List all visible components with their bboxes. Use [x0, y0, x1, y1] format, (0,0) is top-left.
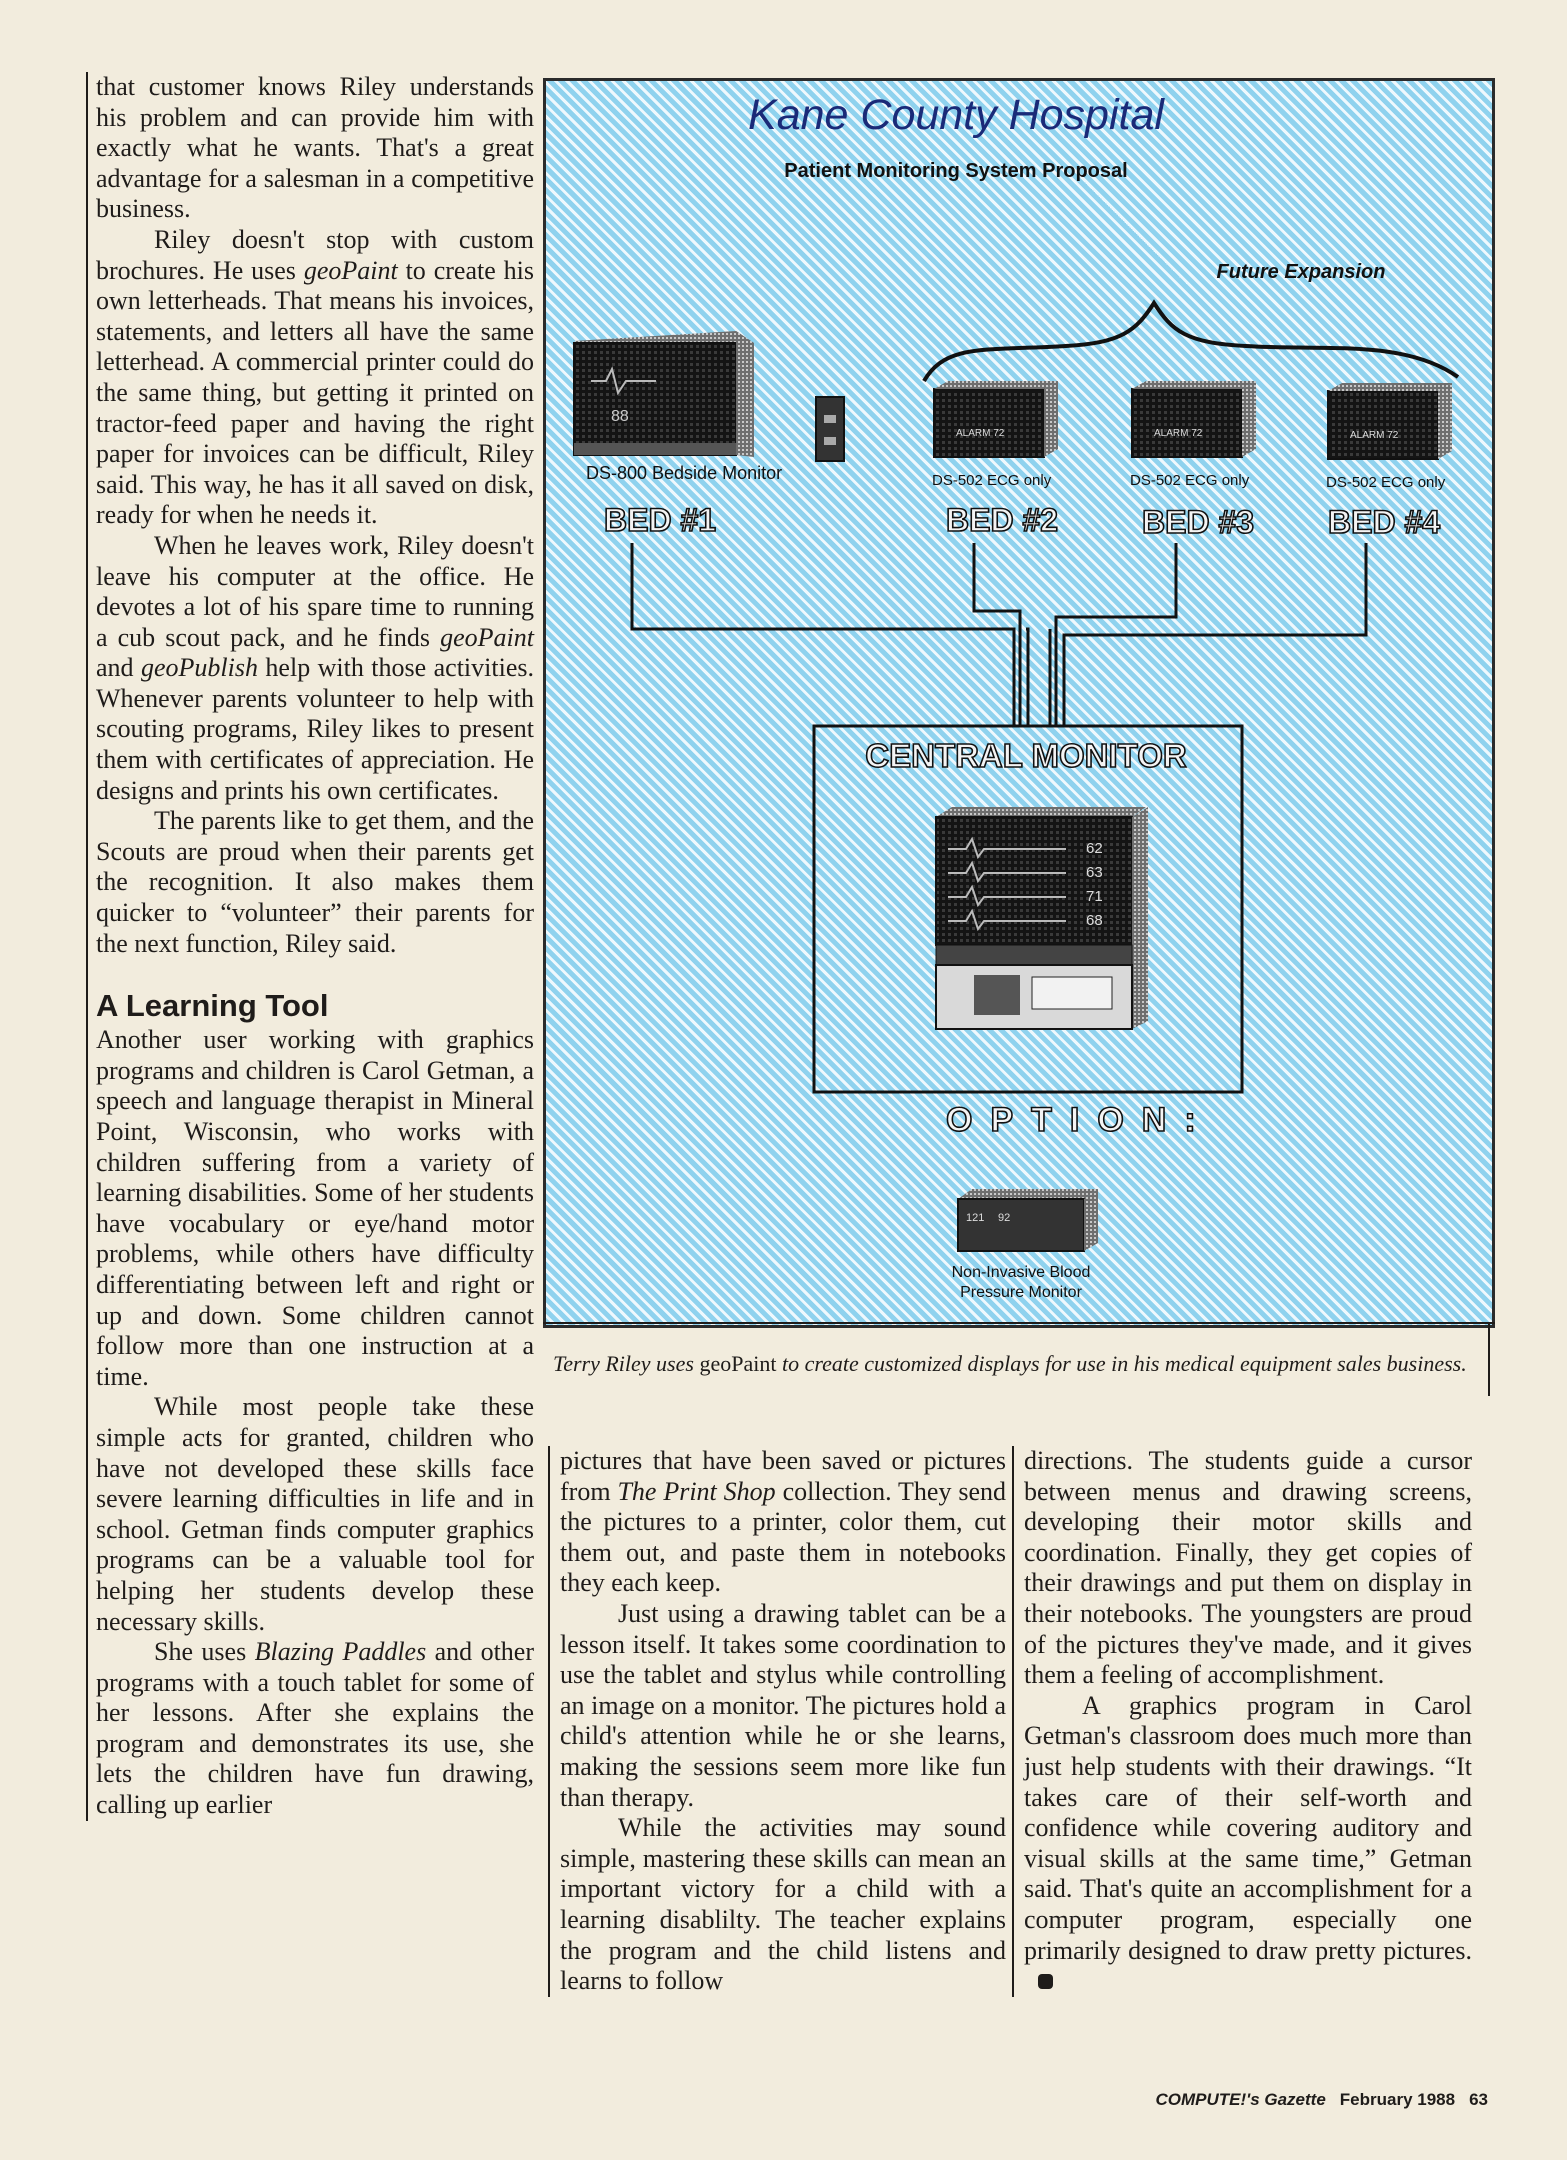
- page-number: 63: [1469, 2090, 1488, 2109]
- nibp-monitor: [958, 1189, 1098, 1251]
- future-expansion-label: Future Expansion: [1216, 261, 1386, 283]
- section-heading: A Learning Tool: [96, 988, 329, 1024]
- ecg-label: DS-502 ECG only: [1130, 472, 1250, 489]
- paragraph-text: collection. They send the pictures to a printer, color them, cut them out, and paste them in notebooks they each keep.: [560, 1476, 1007, 1598]
- figure-caption: [553, 1350, 1473, 1377]
- screen-value: 71: [1086, 888, 1103, 905]
- paragraph-text: and: [96, 653, 141, 683]
- figure-rule: [543, 1322, 1495, 1324]
- paragraph-text: Just using a drawing tablet can be a lesson itself. It takes some coordination to use the tablet and stylus while controlling an image on a monitor. The pictures hold a child's attention while he or she learns, making the sessions seem more like fun than therapy.: [560, 1598, 1006, 1812]
- ecg-monitor: [1328, 383, 1452, 459]
- paragraph: [1024, 1691, 1472, 1997]
- caption-software: geoPaint: [699, 1351, 777, 1376]
- nibp-label-1: Non-Invasive Blood: [951, 1264, 1091, 1281]
- software-title: geoPaint: [440, 622, 534, 652]
- ecg-monitor: [934, 381, 1058, 457]
- end-mark-icon: [1038, 1974, 1053, 1989]
- central-monitor: [936, 807, 1148, 1029]
- paragraph-text: While the activities may sound simple, mastering these skills can mean an important victory for a child with a learning disablilty. The teacher explains the program and the child listens and learns to follow: [560, 1813, 1006, 1996]
- alarm-readout: ALARM 72: [1154, 428, 1203, 439]
- expansion-brace: [924, 303, 1458, 381]
- paragraph: [1024, 1446, 1472, 1691]
- bed-label: BED #2: [946, 502, 1059, 538]
- software-title: Blazing Paddles: [254, 1637, 427, 1667]
- paragraph-text: directions. The students guide a cursor between menus and drawing screens, developing their motor skills and coordination. Finally, they get copies of their drawings and put them on display in their notebooks. The youngsters are proud of the pictures they've made, and it gives them a feeling of accomplishment.: [1024, 1446, 1472, 1690]
- right-column: [1012, 1446, 1472, 1997]
- figure-subtitle: Patient Monitoring System Proposal: [784, 160, 1128, 182]
- paragraph-text: While most people take these simple acts for granted, children who have not developed these skills face severe learning difficulties in life and in school. Getman finds computer graphics programs can be a valuable tool for helping her students develop these necessary skills.: [96, 1392, 534, 1636]
- hospital-diagram: [546, 81, 1492, 1325]
- paragraph: [560, 1599, 1006, 1813]
- caption-text: to create customized displays for use in his medical equipment sales business.: [776, 1351, 1467, 1376]
- alarm-readout: ALARM 72: [956, 428, 1005, 439]
- paragraph: [96, 806, 534, 959]
- bed-label: BED #4: [1328, 504, 1441, 540]
- bed-label: BED #1: [604, 502, 717, 538]
- bedside-module: [816, 397, 844, 461]
- nibp-readout: 92: [998, 1212, 1011, 1224]
- middle-column: [548, 1446, 1006, 1997]
- issue-date: February 1988: [1339, 2090, 1456, 2109]
- paragraph: [560, 1446, 1006, 1599]
- central-monitor-label: CENTRAL MONITOR: [865, 737, 1187, 774]
- paragraph: [96, 1637, 534, 1821]
- bedside-monitor: [574, 331, 754, 457]
- caption-rule: [1488, 1322, 1490, 1396]
- figure-illustration: [543, 78, 1495, 1328]
- paragraph-text: help with those activities. Whenever parents volunteer to help with scouting programs, Riley likes to present them with certificates of appreciation. He designs and prints his own certificates.: [96, 653, 534, 805]
- paragraph: [560, 1813, 1006, 1997]
- ecg-label: DS-502 ECG only: [932, 472, 1052, 489]
- paragraph: [96, 1025, 534, 1392]
- figure-title: Kane County Hospital: [748, 91, 1164, 139]
- alarm-readout: ALARM 72: [1350, 430, 1399, 441]
- paragraph: [96, 531, 534, 806]
- software-title: The Print Shop: [617, 1476, 776, 1506]
- paragraph-text: The parents like to get them, and the Scouts are proud when their parents get the recognition. It also makes them quicker to “volunteer” their parents for the next function, Riley said.: [96, 806, 534, 958]
- paragraph-text: A graphics program in Carol Getman's classroom does much more than just help students with their drawings. “It takes care of their self-worth and confidence while covering auditory and visual skills at the same time,” Getman said. That's quite an accomplishment for a computer program, especially one primarily designed to draw pretty pictures.: [1024, 1690, 1472, 1965]
- paragraph-text: to create his own letterheads. That means his invoices, statements, and letters all have the same letterhead. A commercial printer could do the same thing, but getting it printed on tractor-feed paper and having the right paper for invoices can be difficult, Riley said. This way, he has it all saved on disk, ready for when he needs it.: [96, 255, 534, 530]
- bedside-label: DS-800 Bedside Monitor: [586, 463, 783, 483]
- paragraph-text: pictures that have been saved or pictures from: [560, 1446, 1006, 1506]
- ecg-monitor: [1132, 381, 1256, 457]
- paragraph: [96, 1392, 534, 1637]
- option-label: OPTION:: [946, 1101, 1214, 1139]
- paragraph-text: Riley doesn't stop with custom brochures. He uses: [96, 224, 534, 285]
- nibp-readout: 121: [966, 1212, 985, 1224]
- paragraph-text: that customer knows Riley understands his problem and can provide him with exactly what he wants. That's a great advantage for a salesman in a competitive business.: [96, 72, 534, 224]
- screen-value: 63: [1086, 864, 1103, 881]
- bed1-reading: 88: [611, 408, 629, 425]
- screen-value: 68: [1086, 912, 1103, 929]
- ecg-label: DS-502 ECG only: [1326, 474, 1446, 491]
- paragraph-text: and other programs with a touch tablet for some of her lessons. After she explains the program and demonstrates its use, she lets the children have fun drawing, calling up earlier: [96, 1637, 534, 1820]
- caption-text: Terry Riley uses: [553, 1351, 700, 1376]
- left-column: [86, 72, 534, 1821]
- software-title: geoPaint: [303, 255, 398, 285]
- screen-value: 62: [1086, 840, 1103, 857]
- software-title: geoPublish: [140, 653, 258, 683]
- paragraph: [96, 72, 534, 225]
- paragraph-text: She uses: [154, 1637, 255, 1667]
- nibp-label-2: Pressure Monitor: [960, 1284, 1082, 1301]
- connection-lines: [632, 543, 1366, 726]
- paragraph: [96, 225, 534, 531]
- paragraph-text: Another user working with graphics programs and children is Carol Getman, a speech and language therapist in Mineral Point, Wisconsin, who works with children suffering from a variety of learning disabilities. Some of her students have vocabulary or eye/hand motor problems, while others have difficulty differentiating between left and right or up and down. Some children cannot follow more than one instruction at a time.: [96, 1025, 534, 1391]
- paragraph-text: When he leaves work, Riley doesn't leave his computer at the office. He devotes a lot of his spare time to running a cub scout pack, and he finds: [96, 530, 534, 652]
- page-footer: [1108, 2090, 1488, 2110]
- bed-label: BED #3: [1142, 504, 1255, 540]
- magazine-name: COMPUTE!'s Gazette: [1155, 2090, 1326, 2109]
